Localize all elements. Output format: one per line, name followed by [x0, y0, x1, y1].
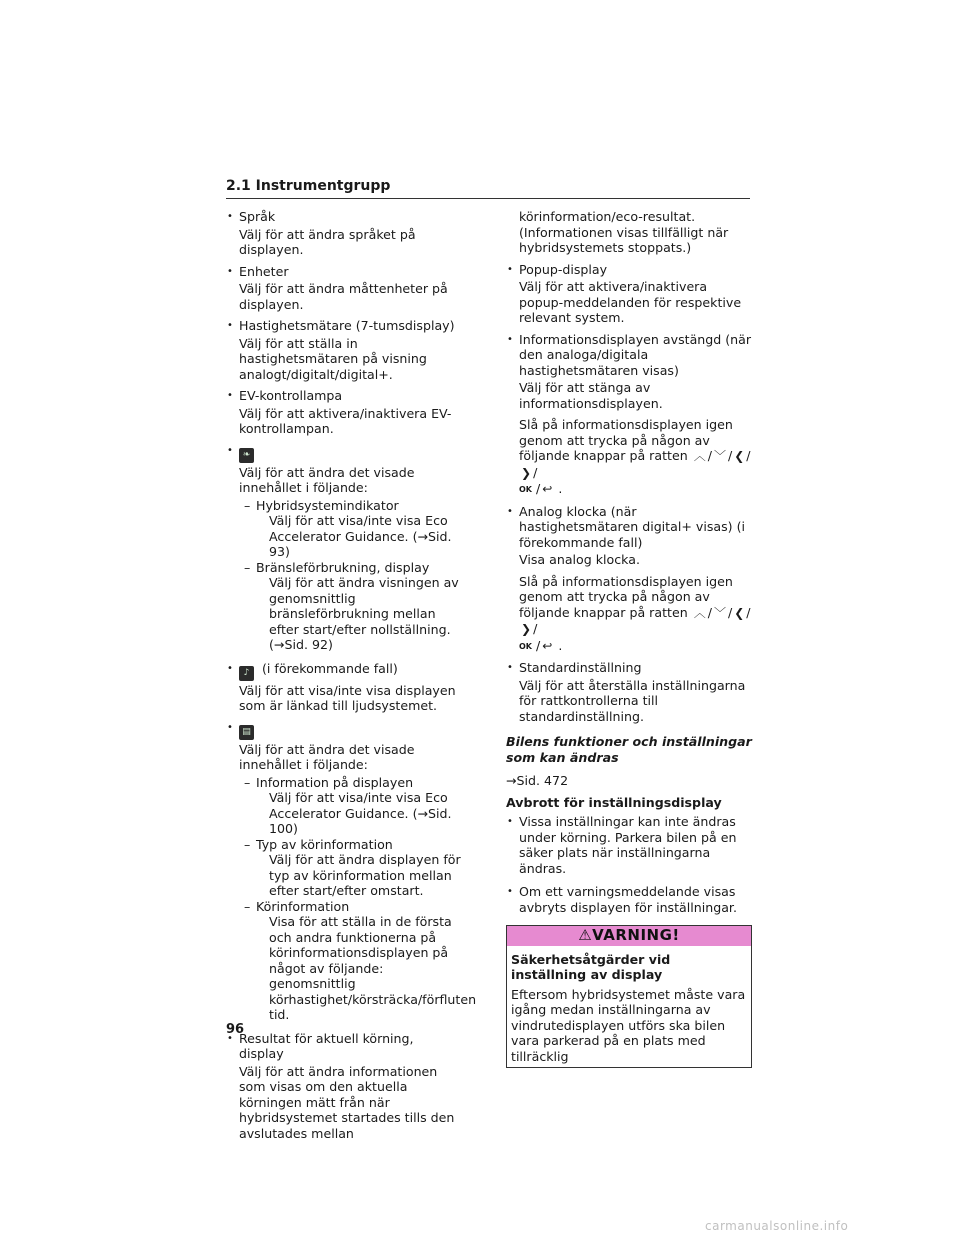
section-functions-heading: Bilens funktioner och inställningar som kan ändras	[506, 734, 752, 765]
item-display-off-desc: Välj för att stänga av informationsdisplayen.	[519, 380, 663, 411]
page-number: 96	[226, 1022, 245, 1037]
item-eco	[226, 443, 462, 463]
item-enheter: • Enheter	[226, 264, 462, 280]
warning-triangle-icon: ⚠	[578, 926, 593, 944]
left-column	[226, 209, 477, 1147]
item-standard: • Standardinställning	[506, 660, 752, 676]
item-display-off-desc2: Slå på informationsdisplayen igen genom att trycka på någon av följande knappar på ratten ︿ / ﹀ / ❮ /❯ / OK / ↩ .	[519, 417, 751, 496]
item-result-desc: Välj för att ändra informationen som visas om den aktuella körningen mätt från när hybridsystemet startades tills den avslutades mellan	[239, 1063, 455, 1141]
eco-sub-2-desc: Välj för att ändra visningen av genomsnittlig bränsleförbrukning mellan efter start/efter nollställning. (→Sid. 92)	[269, 575, 459, 652]
warning-subtitle: Säkerhetsåtgärder vid inställning av display	[511, 951, 671, 982]
info-sub-2-desc: Välj för att ändra displayen för typ av körinformation mellan efter start/efter omstart.	[269, 852, 461, 898]
chevron-up-icon: ︿	[693, 605, 706, 620]
chevron-down-icon: ﹀	[713, 449, 726, 463]
chevron-up-icon: ︿	[693, 449, 706, 463]
warning-box	[506, 925, 752, 1068]
chevron-right-icon: ❯	[521, 465, 532, 480]
eco-sub-1-desc: Välj för att visa/inte visa Eco Accelerator Guidance. (→Sid. 93)	[269, 513, 452, 559]
item-sprak-desc: Välj för att ändra språket på displayen.	[239, 226, 416, 257]
item-popup: • Popup-display	[506, 262, 752, 278]
eco-sub-2: – Bränsleförbrukning, display	[239, 560, 462, 576]
info-sub-1: – Information på displayen	[239, 775, 462, 791]
eco-sub-list	[226, 498, 462, 653]
warning-body: Eftersom hybridsystemet måste vara igång medan inställningarna av vindrutedisplayen utförs ska bilen vara parkerad på en plats med tillräcklig	[511, 986, 746, 1064]
ok-button-icon: OK	[519, 485, 532, 494]
item-sprak: • Språk	[226, 209, 462, 225]
item-info	[226, 720, 462, 740]
back-arrow-icon: ↩	[542, 638, 553, 653]
back-arrow-icon: ↩	[542, 482, 553, 496]
eco-leaf-icon: ❧	[239, 448, 254, 463]
item-standard-desc: Välj för att återställa inställningarna för rattkontrollerna till standardinställning.	[519, 677, 746, 724]
interrupt-bullet-1: • Vissa inställningar kan inte ändras under körning. Parkera bilen på en säker plats när inställningarna ändras.	[506, 814, 752, 876]
music-note-icon: ♪	[239, 666, 254, 681]
info-display-icon: ▤	[239, 725, 254, 740]
item-hastighet-desc: Välj för att ställa in hastighetsmätaren på visning analogt/digitalt/digital+.	[239, 335, 427, 382]
item-clock-desc: Visa analog klocka.	[519, 552, 640, 567]
warning-title: ⚠VARNING!	[507, 926, 751, 946]
right-column	[506, 209, 752, 1068]
watermark: carmanualsonline.info	[705, 1219, 849, 1233]
item-hastighet: • Hastighetsmätare (7-tumsdisplay)	[226, 318, 462, 334]
ok-button-icon: OK	[519, 641, 532, 651]
item-info-desc: Välj för att ändra det visade innehållet i följande:	[239, 741, 415, 772]
item-eco-desc: Välj för att ändra det visade innehållet i följande:	[239, 464, 415, 495]
section-functions-ref[interactable]: →Sid. 472	[506, 773, 569, 788]
item-ev-desc: Välj för att aktivera/inaktivera EV-kontrollampan.	[239, 405, 452, 436]
info-sub-1-desc: Välj för att visa/inte visa Eco Accelerator Guidance. (→Sid. 100)	[269, 790, 452, 836]
item-popup-desc: Välj för att aktivera/inaktivera popup-meddelanden för respektive relevant system.	[519, 279, 742, 325]
item-audio	[226, 661, 462, 681]
chevron-right-icon: ❯	[521, 622, 532, 636]
interrupt-bullet-2: • Om ett varningsmeddelande visas avbryts displayen för inställningar.	[506, 884, 752, 915]
chevron-left-icon: ❮	[734, 449, 745, 463]
eco-sub-1: – Hybridsystemindikator	[239, 498, 462, 514]
chevron-down-icon: ﹀	[713, 605, 726, 620]
result-continued: körinformation/eco-resultat. (Informationen visas tillfälligt när hybridsystemets stoppats.)	[519, 209, 729, 255]
item-clock-desc2: Slå på informationsdisplayen igen genom att trycka på någon av följande knappar på ratten ︿ / ﹀ / ❮ /❯ / OK / ↩ .	[519, 573, 751, 653]
audio-label: (i förekommande fall)	[262, 660, 398, 676]
chevron-left-icon: ❮	[734, 605, 745, 620]
section-header: 2.1 Instrumentgrupp	[226, 178, 750, 199]
item-audio-desc: Välj för att visa/inte visa displayen som är länkad till ljudsystemet.	[239, 682, 456, 713]
item-result: • Resultat för aktuell körning, display	[226, 1031, 462, 1062]
item-display-off: • Informationsdisplayen avstängd (när den analoga/digitala hastighetsmätaren visas)	[506, 332, 752, 379]
item-enheter-desc: Välj för att ändra måttenheter på displayen.	[239, 281, 448, 312]
item-ev: • EV-kontrollampa	[226, 388, 462, 404]
info-sub-list	[226, 774, 477, 1023]
info-sub-2: – Typ av körinformation	[239, 837, 462, 853]
info-sub-3: – Körinformation	[239, 899, 462, 915]
info-sub-3-desc: Visa för att ställa in de första och andra funktionerna på körinformationsdisplayen på något av följande: genomsnittlig körhastighet/körsträcka/förfluten tid.	[269, 914, 477, 1022]
section-interrupt-heading: Avbrott för inställningsdisplay	[506, 794, 722, 810]
item-clock: • Analog klocka (när hastighetsmätaren digital+ visas) (i förekommande fall)	[506, 504, 752, 551]
